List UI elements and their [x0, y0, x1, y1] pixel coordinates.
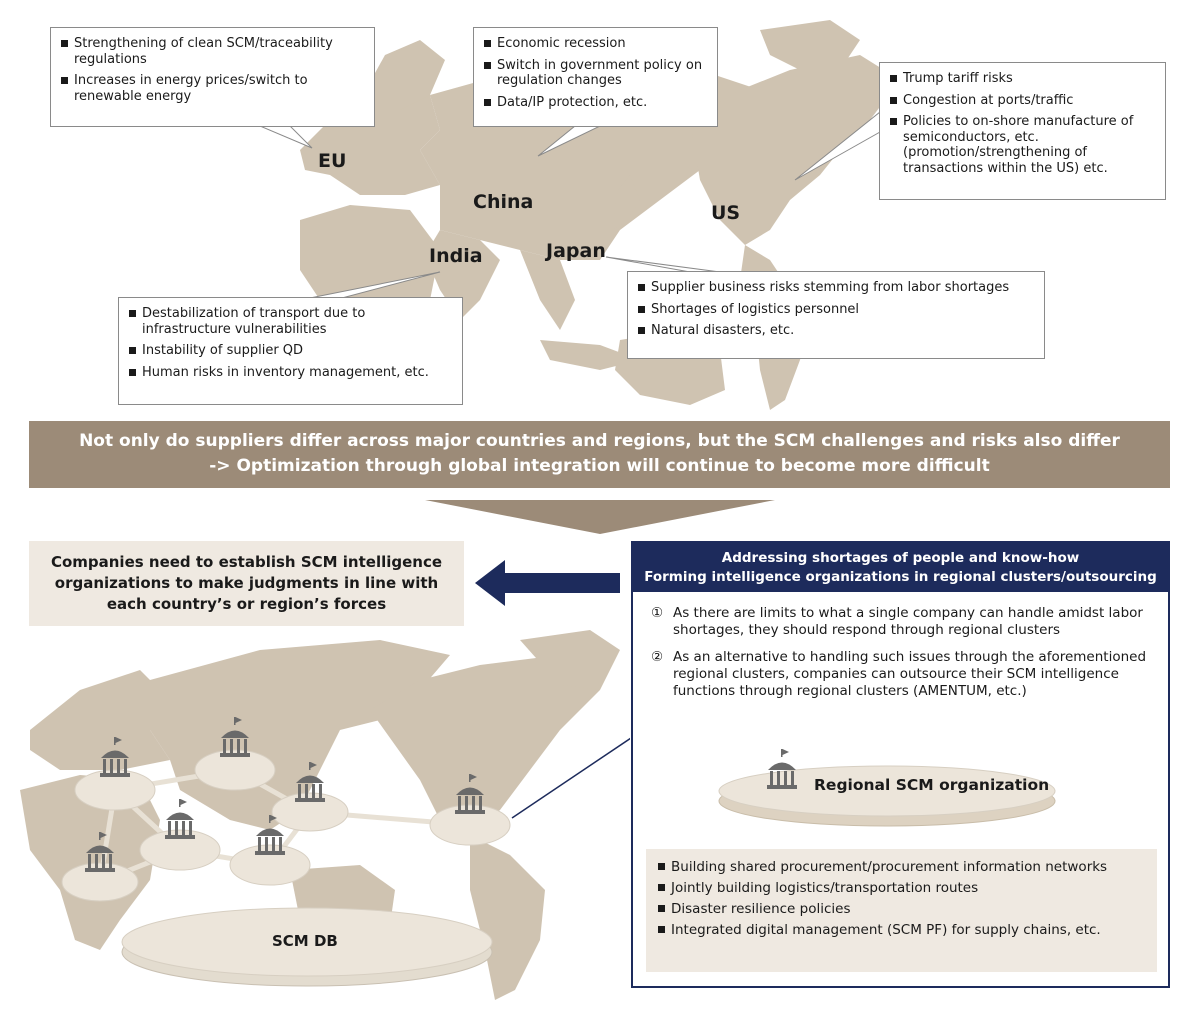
bottom-world-map [0, 620, 630, 1017]
numbered-item [651, 605, 1156, 639]
need-statement-text: Companies need to establish SCM intelligence organizations to make judgments in line with each country’s or region’s forces [50, 553, 443, 613]
callout-india [118, 297, 463, 405]
callout-item: Data/IP protection, etc. [484, 95, 707, 111]
region-label-china: China [473, 191, 534, 213]
banner-line-1: Not only do suppliers differ across major countries and regions, but the SCM challenges and risks also differ [79, 431, 1120, 451]
map-europe [30, 670, 170, 770]
scm-db-label: SCM DB [272, 932, 338, 950]
callout-item: Supplier business risks stemming from labor shortages [638, 280, 1034, 296]
callout-item: Strengthening of clean SCM/traceability regulations [61, 36, 364, 67]
callout-item: Congestion at ports/traffic [890, 93, 1155, 109]
banner-line-2: -> Optimization through global integration will continue to become more difficult [209, 456, 990, 476]
map-south-america [470, 835, 545, 1000]
callout-item: Natural disasters, etc. [638, 323, 1034, 339]
item-number: ② [651, 649, 664, 665]
panel-title-line-2: Forming intelligence organizations in regional clusters/outsourcing [644, 569, 1157, 585]
callout-item: Destabilization of transport due to infrastructure vulnerabilities [129, 306, 452, 337]
callout-china [473, 27, 718, 127]
initiative-item: Disaster resilience policies [658, 901, 1145, 917]
callout-item: Switch in government policy on regulation changes [484, 58, 707, 89]
callout-item: Instability of supplier QD [129, 343, 452, 359]
regional-cluster-panel [631, 541, 1170, 988]
left-arrow-icon [475, 560, 620, 606]
summary-banner [29, 421, 1170, 488]
initiatives-list [646, 849, 1157, 972]
initiative-item: Jointly building logistics/transportation routes [658, 880, 1145, 896]
region-label-india: India [429, 245, 483, 267]
initiative-item: Integrated digital management (SCM PF) for supply chains, etc. [658, 922, 1145, 938]
callout-item: Economic recession [484, 36, 707, 52]
region-label-eu: EU [318, 150, 347, 172]
initiative-item: Building shared procurement/procurement information networks [658, 859, 1145, 875]
callout-eu [50, 27, 375, 127]
callout-item: Trump tariff risks [890, 71, 1155, 87]
numbered-item [651, 649, 1156, 700]
callout-japan [627, 271, 1045, 359]
region-label-us: US [711, 202, 741, 224]
down-arrow-icon [425, 500, 775, 536]
panel-header [633, 543, 1168, 592]
callout-item: Human risks in inventory management, etc. [129, 365, 452, 381]
panel-title-line-1: Addressing shortages of people and know-how [721, 550, 1080, 566]
callout-item: Increases in energy prices/switch to renewable energy [61, 73, 364, 104]
item-text: As an alternative to handling such issues through the aforementioned regional clusters, companies can outsource their SCM intelligence functions through regional clusters (AMENTUM, etc.) [673, 649, 1147, 699]
item-text: As there are limits to what a single company can handle amidst labor shortages, they should respond through regional clusters [673, 605, 1143, 638]
item-number: ① [651, 605, 664, 621]
region-label-japan: Japan [546, 240, 606, 262]
regional-org-label: Regional SCM organization [814, 776, 1050, 794]
callout-item: Policies to on-shore manufacture of semiconductors, etc. (promotion/strengthening of transactions within the US) etc. [890, 114, 1155, 176]
callout-item: Shortages of logistics personnel [638, 302, 1034, 318]
need-statement-box [29, 541, 464, 626]
callout-us [879, 62, 1166, 200]
